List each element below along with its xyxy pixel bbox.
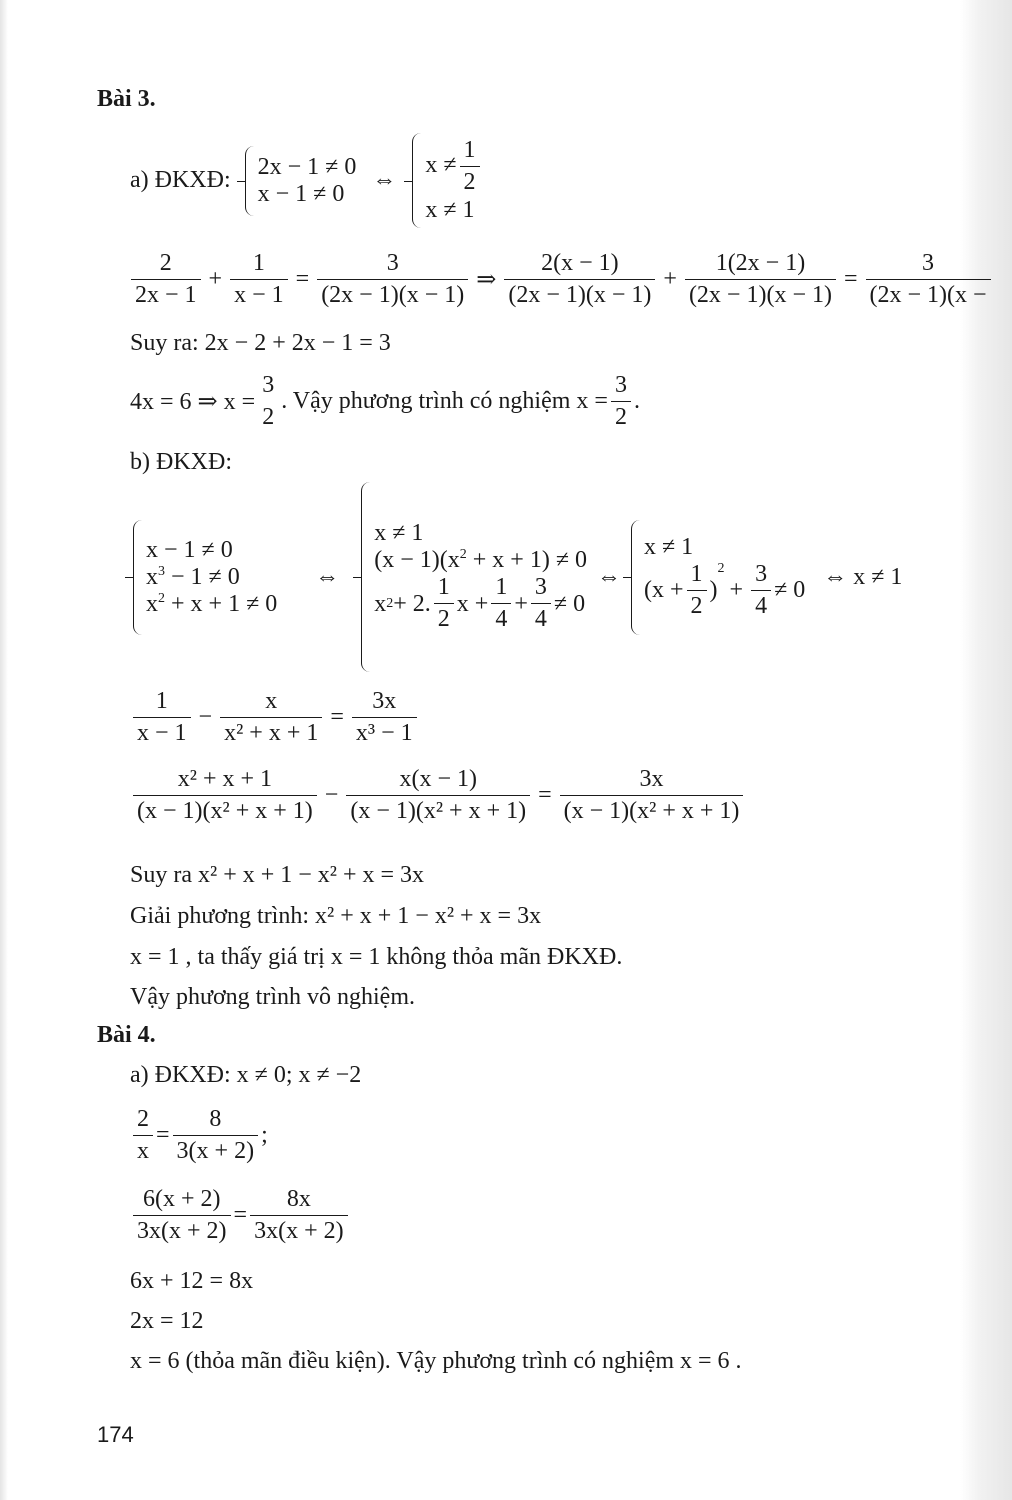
math-text xyxy=(258,154,357,208)
text-line: x = 1 , ta thấy giá trị x = 1 không thỏa mãn ĐKXĐ. xyxy=(130,944,623,970)
system-row xyxy=(146,591,277,618)
fraction xyxy=(751,561,771,620)
numerator: 8 xyxy=(209,1106,222,1132)
brace-icon xyxy=(631,520,640,635)
fraction xyxy=(346,766,530,825)
bai3-a-condition xyxy=(130,133,483,228)
fraction xyxy=(173,1106,259,1165)
denominator: 2 xyxy=(611,401,631,432)
text-line: x = 6 (thỏa mãn điều kiện). Vậy phương trình có nghiệm x = 6 . xyxy=(130,1348,742,1374)
numerator: 2 xyxy=(159,250,172,276)
math-text: 2 xyxy=(386,596,394,611)
system-row xyxy=(644,561,805,620)
denominator: 2 xyxy=(687,590,707,621)
numerator: 1 xyxy=(252,250,265,276)
math-text: − 1 ≠ 0 xyxy=(165,563,240,590)
system-3 xyxy=(631,520,805,635)
fraction xyxy=(685,250,836,309)
bai4-equation-1 xyxy=(130,1106,268,1165)
system-row: x ≠ 1 xyxy=(374,520,424,547)
fraction xyxy=(133,1106,153,1165)
brace-icon xyxy=(245,146,254,216)
math-text: ≠ 0 xyxy=(774,577,806,603)
text-line: Suy ra x² + x + 1 − x² + x = 3x xyxy=(130,862,425,888)
numerator: 3 xyxy=(755,560,768,587)
math-text: (x + xyxy=(644,577,684,603)
denominator: (x − 1)(x² + x + 1) xyxy=(346,795,530,826)
math-text: + xyxy=(514,590,528,617)
math-text: 2 xyxy=(459,547,467,563)
system-row xyxy=(146,564,277,591)
system-1 xyxy=(133,520,277,635)
operator: = xyxy=(233,1202,248,1229)
numerator: x(x − 1) xyxy=(399,766,477,792)
denominator: 4 xyxy=(751,590,771,621)
system-2 xyxy=(412,133,482,228)
numerator: 3 xyxy=(614,372,627,398)
section-title-bai4: Bài 4. xyxy=(97,1022,156,1048)
system-2 xyxy=(361,482,587,672)
numerator: x² + x + 1 xyxy=(177,766,273,792)
operator: − xyxy=(324,782,339,809)
fraction xyxy=(250,1186,348,1245)
operator: − xyxy=(198,704,213,731)
numerator: 1 xyxy=(437,574,450,601)
system-1 xyxy=(245,146,357,216)
math-text: x xyxy=(146,563,158,590)
numerator: 3 xyxy=(922,250,935,276)
numerator: 3x xyxy=(639,766,664,792)
fraction xyxy=(258,372,278,431)
fraction xyxy=(220,688,322,747)
math-text: + 2. xyxy=(393,590,431,617)
math-text: x + xyxy=(456,590,489,617)
system-row xyxy=(374,574,587,633)
implies-symbol: ⇒ xyxy=(476,267,497,294)
numerator: 2(x − 1) xyxy=(541,250,619,276)
fraction xyxy=(687,561,707,620)
bai3-b-equation-1 xyxy=(130,688,420,747)
fraction xyxy=(133,1186,231,1245)
brace-icon xyxy=(133,520,142,635)
text-line: b) ĐKXĐ: xyxy=(130,449,232,475)
math-text: x xyxy=(374,590,387,617)
denominator: (x − 1)(x² + x + 1) xyxy=(560,795,744,826)
math-text: ) xyxy=(709,577,718,603)
math-text: + x + 1) ≠ 0 xyxy=(466,547,587,574)
fraction xyxy=(133,688,191,747)
text-line: 2x = 12 xyxy=(130,1308,204,1334)
denominator: (2x − 1)(x − 1) xyxy=(317,279,468,310)
brace-icon xyxy=(412,133,421,228)
numerator: 1 xyxy=(690,560,703,587)
denominator: x − 1 xyxy=(230,279,288,310)
operator: = xyxy=(843,266,858,293)
numerator: 3 xyxy=(386,250,399,276)
fraction xyxy=(230,250,288,309)
system-row: x ≠ 1 xyxy=(644,533,694,560)
denominator: 3x(x + 2) xyxy=(250,1215,348,1246)
math-text: + x + 1 ≠ 0 xyxy=(165,590,278,617)
numerator: x xyxy=(265,688,278,714)
numerator: 6(x + 2) xyxy=(143,1186,221,1212)
text: . xyxy=(633,388,640,415)
condition-label: a) ĐKXĐ: xyxy=(130,167,231,193)
math-text: x xyxy=(146,590,158,617)
denominator: x³ − 1 xyxy=(352,717,417,748)
math-text xyxy=(374,520,587,633)
denominator: 2x − 1 xyxy=(131,279,201,310)
math-text: ≠ 0 xyxy=(553,590,586,617)
section-title-bai3: Bài 3. xyxy=(97,86,156,112)
fraction xyxy=(866,250,991,309)
denominator: 2 xyxy=(460,166,480,197)
denominator: x² + x + 1 xyxy=(220,717,322,748)
scan-left-edge xyxy=(0,0,8,1500)
denominator: 3x(x + 2) xyxy=(133,1215,231,1246)
denominator: 4 xyxy=(491,603,511,634)
result: ⇔ x ≠ 1 xyxy=(823,563,903,590)
bai3-a-solution xyxy=(130,372,640,431)
operator: ; xyxy=(261,1122,268,1149)
numerator: 1 xyxy=(495,574,508,601)
text-line: Vậy phương trình vô nghiệm. xyxy=(130,984,415,1010)
fraction xyxy=(504,250,655,309)
denominator: 2 xyxy=(434,603,454,634)
math-text: + xyxy=(729,577,744,603)
scan-right-edge xyxy=(960,0,1012,1500)
text-line: a) ĐKXĐ: x ≠ 0; x ≠ −2 xyxy=(130,1062,362,1088)
math-text xyxy=(146,537,277,618)
denominator: (x − 1)(x² + x + 1) xyxy=(133,795,317,826)
denominator: x xyxy=(133,1135,153,1166)
math-text: 2 xyxy=(158,590,165,606)
fraction xyxy=(317,250,468,309)
equivalent-symbol: ⇔ xyxy=(372,167,397,193)
denominator: (2x − 1)(x − 1) xyxy=(685,279,836,310)
denominator: 3(x + 2) xyxy=(173,1135,259,1166)
operator: + xyxy=(663,266,677,293)
math-text: 2 xyxy=(717,560,725,576)
text: 4x = 6 ⇒ x = xyxy=(130,389,256,416)
numerator: 3 xyxy=(262,372,275,398)
operator: = xyxy=(330,704,344,731)
equivalent-symbol: ⇔ xyxy=(315,563,340,590)
numerator: 3x xyxy=(372,688,397,714)
numerator: 3 xyxy=(534,574,547,601)
bai3-a-equation xyxy=(128,250,994,309)
operator: = xyxy=(295,266,310,293)
numerator: 1 xyxy=(463,137,476,164)
text-line: Suy ra: 2x − 2 + 2x − 1 = 3 xyxy=(130,330,391,356)
fraction xyxy=(460,137,480,196)
denominator: (2x − 1)(x − xyxy=(866,279,991,310)
operator: = xyxy=(538,782,552,809)
fraction xyxy=(531,574,551,633)
bai4-equation-2 xyxy=(130,1186,351,1245)
denominator: 2 xyxy=(262,403,275,430)
system-row xyxy=(374,547,587,574)
equivalent-symbol: ⇔ xyxy=(597,563,621,590)
math-text xyxy=(425,137,482,196)
fraction xyxy=(560,766,744,825)
operator: + xyxy=(208,266,223,293)
bai3-b-condition-system xyxy=(133,482,902,672)
denominator: x − 1 xyxy=(133,717,191,748)
system-row: 2x − 1 ≠ 0 xyxy=(257,153,357,180)
page-number: 174 xyxy=(97,1422,134,1447)
numerator: 1 xyxy=(155,688,168,714)
system-row: x ≠ 1 xyxy=(425,196,475,223)
fraction xyxy=(434,574,454,633)
fraction xyxy=(611,372,631,431)
numerator: 2 xyxy=(137,1106,149,1132)
fraction xyxy=(491,574,511,633)
brace-icon xyxy=(361,482,370,672)
operator: = xyxy=(156,1122,170,1149)
denominator: (2x − 1)(x − 1) xyxy=(504,279,655,310)
denominator: 4 xyxy=(531,603,551,634)
math-text xyxy=(425,137,482,223)
text-line: Giải phương trình: x² + x + 1 − x² + x = 3x xyxy=(130,903,542,929)
math-text: 3 xyxy=(158,563,165,579)
text: . Vậy phương trình có nghiệm x = xyxy=(281,388,608,415)
text-line: 6x + 12 = 8x xyxy=(130,1268,254,1294)
fraction xyxy=(133,766,317,825)
math-text: (x − 1)(x xyxy=(374,547,460,574)
numerator: 1(2x − 1) xyxy=(715,250,806,276)
system-row: x − 1 ≠ 0 xyxy=(257,180,345,207)
numerator: 8x xyxy=(286,1186,311,1212)
system-row: x − 1 ≠ 0 xyxy=(146,536,233,563)
math-text xyxy=(644,534,805,620)
bai3-b-equation-2 xyxy=(130,766,746,825)
system-row: x ≠ xyxy=(425,152,457,179)
fraction xyxy=(131,250,201,309)
fraction xyxy=(352,688,417,747)
